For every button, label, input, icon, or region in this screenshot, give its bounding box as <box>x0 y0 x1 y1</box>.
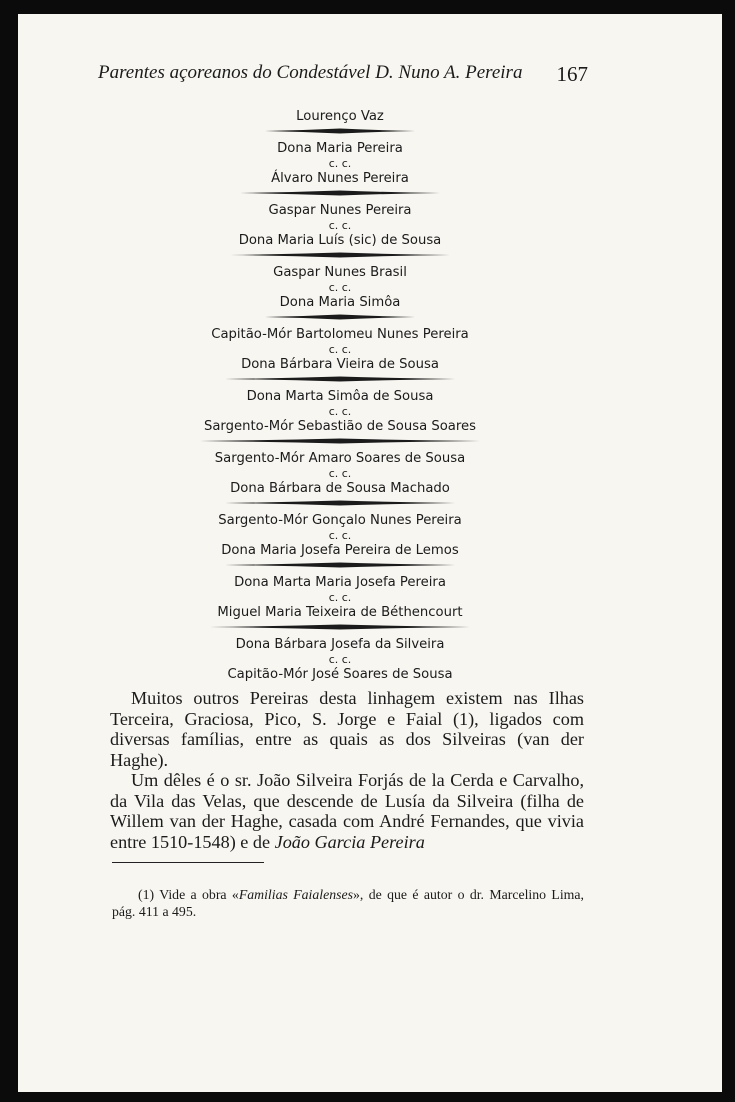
person-name: Dona Maria Pereira <box>277 141 403 156</box>
swelled-rule <box>265 127 415 135</box>
swelled-rule <box>225 499 455 507</box>
genealogy-tree <box>140 108 540 684</box>
person-name: Dona Bárbara Josefa da Silveira <box>235 637 445 652</box>
marriage-marker: c. c. <box>328 405 352 418</box>
footnote-before: (1) Vide a obra « <box>138 887 239 902</box>
paragraph-2-text: Um dêles é o sr. João Silveira Forjás de la Cerda e Carvalho, da Vila das Velas, que descende de Lusía da Silveira (filha de Willem van der Haghe, casada com André Fernandes, que vivia entre 1510-1548) e de <box>110 770 584 852</box>
generation-3 <box>140 202 540 259</box>
person-name: Sargento-Mór Gonçalo Nunes Pereira <box>218 513 462 528</box>
marriage-marker: c. c. <box>328 591 352 604</box>
paragraph-2 <box>110 770 584 852</box>
person-name: Sargento-Mór Sebastião de Sousa Soares <box>203 419 477 434</box>
marriage-marker: c. c. <box>328 281 352 294</box>
person-name: Gaspar Nunes Pereira <box>268 203 412 218</box>
generation-7 <box>140 450 540 507</box>
generation-6 <box>140 388 540 445</box>
person-name: Gaspar Nunes Brasil <box>273 265 407 280</box>
person-name: Dona Bárbara de Sousa Machado <box>230 481 450 496</box>
swelled-rule-shape <box>225 563 455 568</box>
footnote <box>112 886 584 920</box>
person-name: Dona Bárbara Vieira de Sousa <box>241 357 439 372</box>
swelled-rule-shape <box>265 315 415 320</box>
person-name: Miguel Maria Teixeira de Béthencourt <box>217 605 463 620</box>
swelled-rule <box>200 437 480 445</box>
swelled-rule <box>210 623 470 631</box>
person-name: Capitão-Mór Bartolomeu Nunes Pereira <box>211 327 469 342</box>
person-name: Dona Marta Maria Josefa Pereira <box>234 575 446 590</box>
person-name: Dona Maria Simôa <box>279 295 401 310</box>
page-number: 167 <box>556 62 588 86</box>
body-text <box>110 688 584 852</box>
generation-1 <box>140 108 540 135</box>
swelled-rule-shape <box>230 253 450 258</box>
running-title: Parentes açoreanos do Condestável D. Nuno A. Pereira <box>98 62 523 83</box>
running-header <box>98 62 588 84</box>
person-name: Dona Marta Simôa de Sousa <box>246 389 434 404</box>
generation-8 <box>140 512 540 569</box>
swelled-rule <box>240 189 440 197</box>
person-name: Capitão-Mór José Soares de Sousa <box>227 667 453 682</box>
paragraph-1: Muitos outros Pereiras desta linhagem existem nas Ilhas Terceira, Graciosa, Pico, S. Jorge e Faial (1), ligados com diversas famílias, entre as quais as dos Silveiras (van der Haghe). <box>110 688 584 770</box>
marriage-marker: c. c. <box>328 653 352 666</box>
generation-2 <box>140 140 540 197</box>
person-name: Dona Maria Luís (sic) de Sousa <box>238 233 442 248</box>
marriage-marker: c. c. <box>328 529 352 542</box>
swelled-rule <box>225 375 455 383</box>
footnote-rule <box>112 862 264 863</box>
swelled-rule-shape <box>200 439 480 444</box>
marriage-marker: c. c. <box>328 467 352 480</box>
footnote-after: », de que é autor o dr. Marcelino Lima, pág. 411 a 495. <box>112 887 584 919</box>
swelled-rule <box>230 251 450 259</box>
generation-5 <box>140 326 540 383</box>
footnote-italic: Familias Faialenses <box>238 887 354 902</box>
paragraph-2-italic: João Garcia Pereira <box>274 831 425 852</box>
swelled-rule-shape <box>210 625 470 630</box>
swelled-rule-shape <box>225 377 455 382</box>
marriage-marker: c. c. <box>328 343 352 356</box>
swelled-rule-shape <box>225 501 455 506</box>
swelled-rule-shape <box>265 129 415 134</box>
swelled-rule <box>225 561 455 569</box>
swelled-rule-shape <box>240 191 440 196</box>
person-name: Lourenço Vaz <box>296 109 384 124</box>
marriage-marker: c. c. <box>328 219 352 232</box>
generation-10 <box>140 636 540 684</box>
person-name: Álvaro Nunes Pereira <box>271 171 409 186</box>
person-name: Dona Maria Josefa Pereira de Lemos <box>221 543 459 558</box>
generation-4 <box>140 264 540 321</box>
swelled-rule <box>265 313 415 321</box>
marriage-marker: c. c. <box>328 157 352 170</box>
person-name: Sargento-Mór Amaro Soares de Sousa <box>214 451 466 466</box>
generation-9 <box>140 574 540 631</box>
